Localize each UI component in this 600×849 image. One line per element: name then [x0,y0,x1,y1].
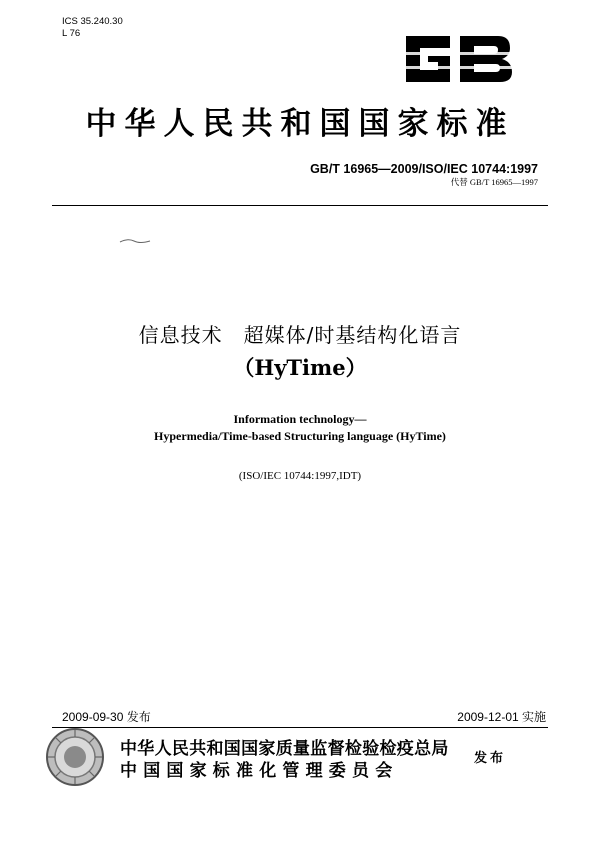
issuer-sac: 中国国家标准化管理委员会 [120,761,399,781]
document-header-title: 中华人民共和国国家标准 [85,106,515,142]
top-divider [52,205,548,206]
equivalence-note: (ISO/IEC 10744:1997,IDT) [238,470,362,482]
issue-date: 2009-09-30 发布 [62,710,151,724]
scan-mark [118,236,152,246]
official-seal-icon [44,726,106,788]
ics-code: ICS 35.240.30 [62,16,123,27]
standard-number: GB/T 16965—2009/ISO/IEC 10744:1997 [310,162,538,176]
gb-logo-text: GB [398,28,400,29]
publish-label: 发布 [474,751,507,766]
document-title-en-line2: Hypermedia/Time-based Structuring language (HyTime) [154,429,446,443]
bottom-divider [52,727,548,728]
ccs-code: L 76 [62,28,81,39]
issuer-aqsiq: 中华人民共和国国家质量监督检验检疫总局 [120,739,449,759]
implementation-date: 2009-12-01 实施 [457,710,546,724]
gb-logo [398,28,516,90]
document-title-zh: 信息技术 超媒体/时基结构化语言 [138,323,462,347]
document-title-zh-abbr: （HyTime） [233,355,367,380]
document-title-en-line1: Information technology— [233,412,367,426]
replaces-standard: 代替 GB/T 16965—1997 [450,177,538,187]
